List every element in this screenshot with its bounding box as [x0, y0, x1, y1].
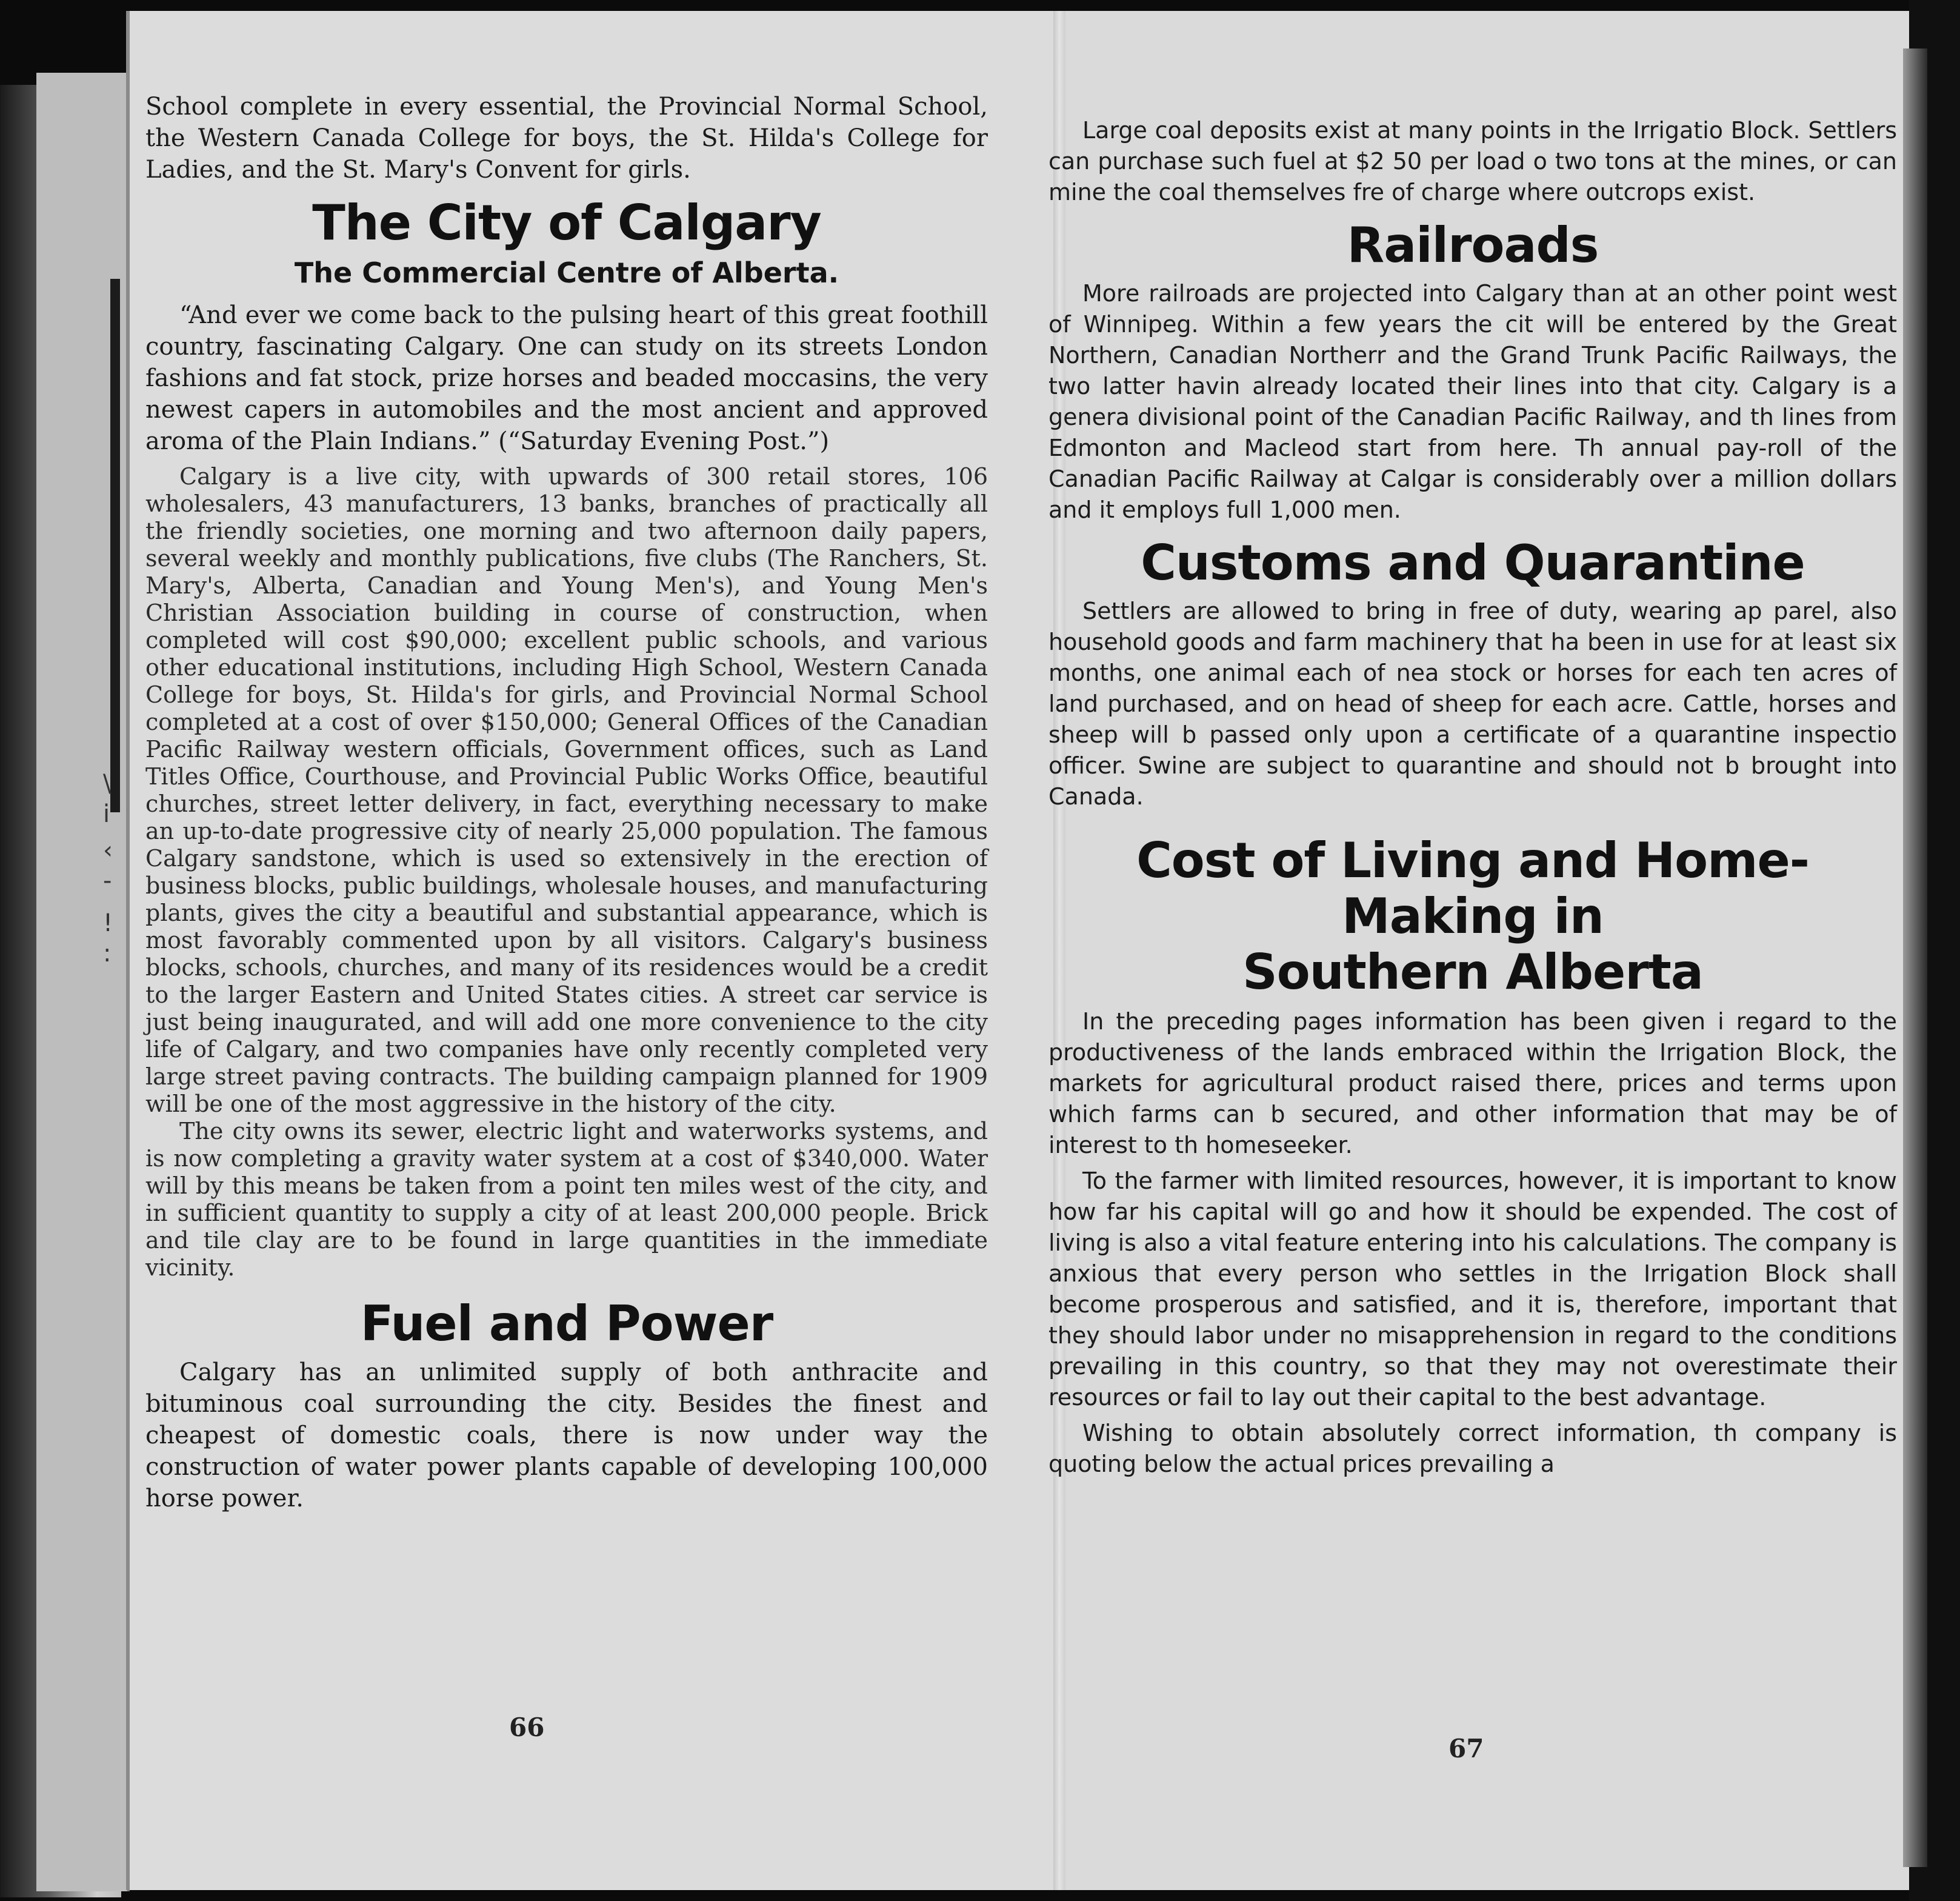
calgary-body	[145, 463, 988, 1281]
side-mark: -	[103, 867, 112, 895]
railroads-paragraph: More railroads are projected into Calgary than at an other point west of Winnipeg. Within a few years the cit will be entered by the Great Northern, Canadian Northerr and the Grand Trunk Pacific Railways, the two latter havin already located their lines into that city. Calgary is a genera divisional point of the Canadian Pacific Railway, and th lines from Edmonton and Macleod start from here. Th annual pay-roll of the Canadian Pacific Railway at Calgar is considerably over a million dollars and it employs full 1,000 men.	[1048, 280, 1897, 523]
right-page-edge-strip	[1903, 48, 1927, 1867]
cost-heading-line-1: Cost of Living and Home-Making in	[1136, 832, 1809, 944]
side-mark: !	[103, 909, 113, 937]
calgary-heading: The City of Calgary	[312, 195, 821, 251]
railroads-heading: Railroads	[1347, 217, 1599, 273]
scan-edge-bar	[110, 279, 120, 812]
intro-paragraph: School complete in every essential, the Provincial Normal School, the Western Canada College for boys, the St. Hilda's College for Ladies, and the St. Mary's Convent for girls.	[145, 93, 988, 184]
fuel-heading: Fuel and Power	[360, 1295, 773, 1352]
calgary-subheading: The Commercial Centre of Alberta.	[294, 256, 839, 289]
customs-paragraph: Settlers are allowed to bring in free of duty, wearing ap parel, also household goods and farm machinery that ha been in use for at least six months, one animal each of nea stock or horses for each ten acres of land purchased, and on head of sheep for each acre. Cattle, horses and sheep will b passed only upon a certificate of a quarantine inspectio officer. Swine are subject to quarantine and should not b brought into Canada.	[1048, 598, 1897, 810]
side-mark: \	[103, 770, 112, 798]
calgary-quote: “And ever we come back to the pulsing heart of this great foothill country, fascinating Calgary. One can study on its streets London fashions and fat stock, prize horses and beaded moccasins, the very newest capers in automobiles and the most ancient and approved aroma of the Plain Indians.” (“Saturday Evening Post.”)	[145, 301, 988, 455]
side-mark: :	[103, 940, 112, 967]
page-number-left: 66	[509, 1712, 545, 1742]
right-column	[1048, 115, 1897, 1480]
page-number-right: 67	[1448, 1734, 1484, 1763]
cost-paragraph-2: To the farmer with limited resources, however, it is important to know how far his capital will go and how it should be expended. The cost of living is also a vital feature entering into his calculations. The company is anxious that every person who settles in the Irrigation Block shall become prosperous and satisfied, and it is, therefore, important that they should labor under no misapprehension in regard to the conditions prevailing in this country, so that they may not overestimate their resources or fail to lay out their capital to the best advantage.	[1048, 1168, 1897, 1411]
side-mark: i	[103, 800, 110, 828]
cost-paragraph-3: Wishing to obtain absolutely correct information, th company is quoting below the actual prices prevailing a	[1048, 1420, 1897, 1477]
coal-paragraph: Large coal deposits exist at many points in the Irrigatio Block. Settlers can purchase such fuel at $2 50 per load o two tons at the mines, or can mine the coal themselves fre of charge where outcrops exist.	[1048, 117, 1897, 205]
cost-paragraph-1: In the preceding pages information has been given i regard to the productiveness of the lands embraced within the Irrigation Block, the markets for agricultural product raised there, prices and terms upon which farms can b secured, and other information that may be of interest to th homeseeker.	[1048, 1008, 1897, 1158]
calgary-paragraph-2: The city owns its sewer, electric light and waterworks systems, and is now completing a gravity water system at a cost of $340,000. Water will by this means be taken from a point ten miles west of the city, and in sufficient quantity to supply a city of at least 200,000 people. Brick and tile clay are to be found in large quantities in the immediate vicinity.	[145, 1118, 988, 1281]
calgary-paragraph-1: Calgary is a live city, with upwards of 300 retail stores, 106 wholesalers, 43 manufacturers, 13 banks, branches of practically all the friendly societies, one morning and two afternoon daily papers, several weekly and monthly publications, five clubs (The Ranchers, St. Mary's, Alberta, Canadian and Young Men's), and Young Men's Christian Association building in course of construction, when completed will cost $90,000; excellent public schools, and various other educational institutions, including High School, Western Canada College for boys, St. Hilda's for girls, and Provincial Normal School completed at a cost of over $150,000; General Offices of the Canadian Pacific Railway western officials, Government offices, such as Land Titles Office, Courthouse, and Provincial Public Works Office, beautiful churches, street letter delivery, in fact, everything necessary to make an up-to-date progressive city of nearly 25,000 population. The famous Calgary sandstone, which is used so extensively in the erection of business blocks, public buildings, wholesale houses, and manufacturing plants, gives the city a beautiful and substantial appearance, which is most favorably commented upon by all visitors. Calgary's business blocks, schools, churches, and many of its residences would be a credit to the larger Eastern and United States cities. A street car service is just being inaugurated, and will add one more convenience to the city life of Calgary, and two companies have only recently completed very large street paving contracts. The building campaign planned for 1909 will be one of the most aggressive in the history of the city.	[145, 463, 988, 1117]
side-mark: ‹	[103, 837, 113, 864]
left-column	[145, 91, 988, 1514]
fuel-paragraph: Calgary has an unlimited supply of both anthracite and bituminous coal surrounding the city. Besides the finest and cheapest of domestic coals, there is now under way the construction of water power plants capable of developing 100,000 horse power.	[145, 1358, 988, 1512]
customs-heading: Customs and Quarantine	[1141, 535, 1805, 591]
cost-heading-line-2: Southern Alberta	[1242, 944, 1703, 1000]
